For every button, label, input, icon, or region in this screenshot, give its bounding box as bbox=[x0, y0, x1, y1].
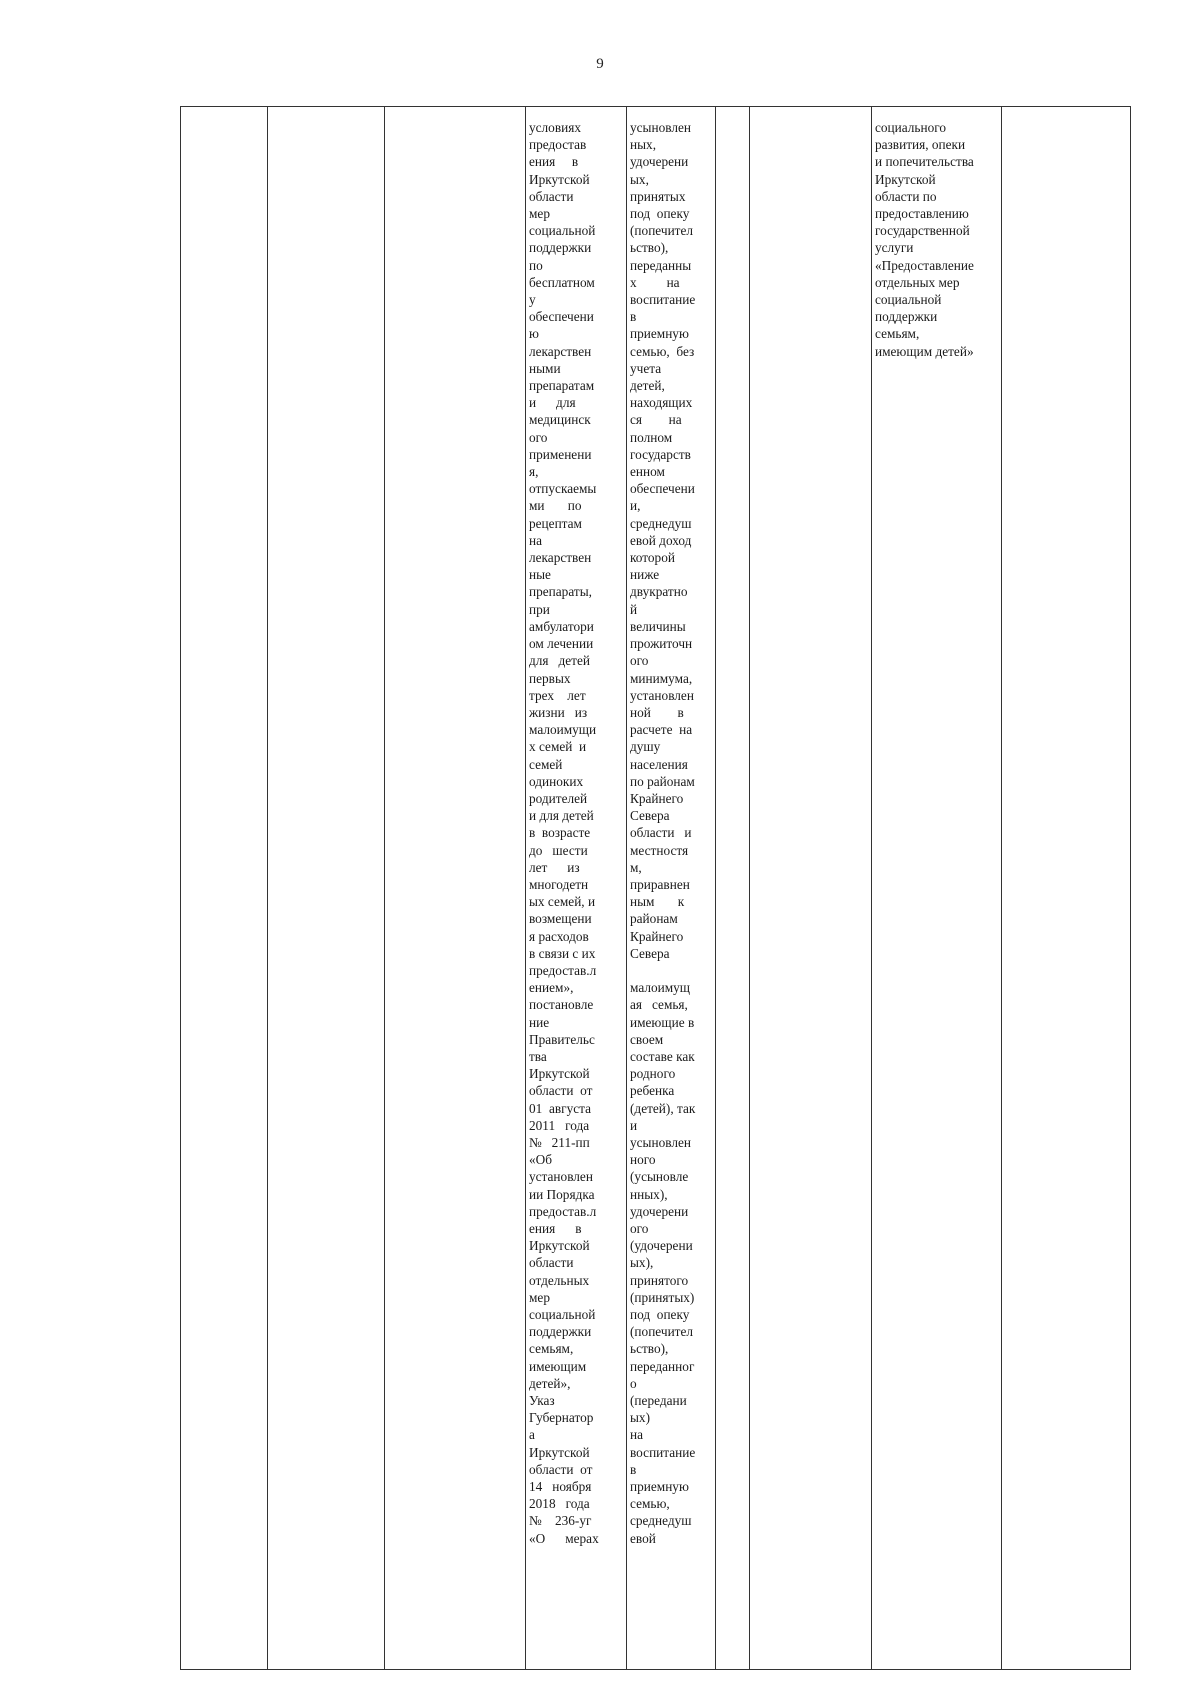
table-cell-6 bbox=[716, 107, 750, 1670]
page-number: 9 bbox=[596, 56, 604, 72]
table-cell-3 bbox=[385, 107, 526, 1670]
legal-basis-text: условиях предостав ения в Иркутской области мер социальной поддержки по бесплатном у обеспечени ю лекарствен ными препаратам и для медицинск ого применени я, отпускаемы ми по рецептам на лекарствен ные препараты, при амбулатори ом лечении для детей первых трех лет жизни из малоимущи х семей и семей одиноких родителей и для детей в возрасте до шести лет из многодетн ых семей, и возмещени я расходов в связи с их предостав.л ением», постановле ние Правительс тва Иркутской области от 01 августа 2011 года № 211-пп «Об установлен ии Порядка предостав.л ения в Иркутской области отдельных мер социальной поддержки семьям, имеющим детей», Указ Губернатор а Иркутской области от 14 ноября 2018 года № 236-уг «О мерах bbox=[529, 120, 599, 1546]
table-cell-regulation bbox=[872, 107, 1002, 1670]
regulation-text: социального развития, опеки и попечительства Иркутской области по предоставлению государственной услуги «Предоставление отдельных мер социальной поддержки семьям, имеющим детей» bbox=[875, 120, 974, 359]
table-cell-2 bbox=[268, 107, 385, 1670]
document-table bbox=[180, 106, 1131, 1670]
table-cell-7 bbox=[750, 107, 872, 1670]
table-row bbox=[181, 107, 1131, 1670]
table-cell-recipients bbox=[627, 107, 716, 1670]
table-cell-9 bbox=[1002, 107, 1131, 1670]
recipients-text: усыновлен ных, удочерени ых, принятых под опеку (попечител ьство), переданны х на воспитание в приемную семью, без учета детей, находящих ся на полном государств енном обеспечени и, среднедуш евой доход которой ниже двукратно й величины прожиточн ого минимума, установлен ной в расчете на душу населения по районам Крайнего Севера области и местностя м, приравнен ным к районам Крайнего Севера малоимущ ая семья, имеющие в своем составе как родного ребенка (детей), так и усыновлен ного (усыновле нных), удочерени ого (удочерени ых), принятого (принятых) под опеку (попечител ьство), переданног о (передани ых) на воспитание в приемную семью, среднедуш евой bbox=[630, 120, 696, 1546]
table-cell-1 bbox=[181, 107, 268, 1670]
table-cell-legal-basis bbox=[526, 107, 627, 1670]
